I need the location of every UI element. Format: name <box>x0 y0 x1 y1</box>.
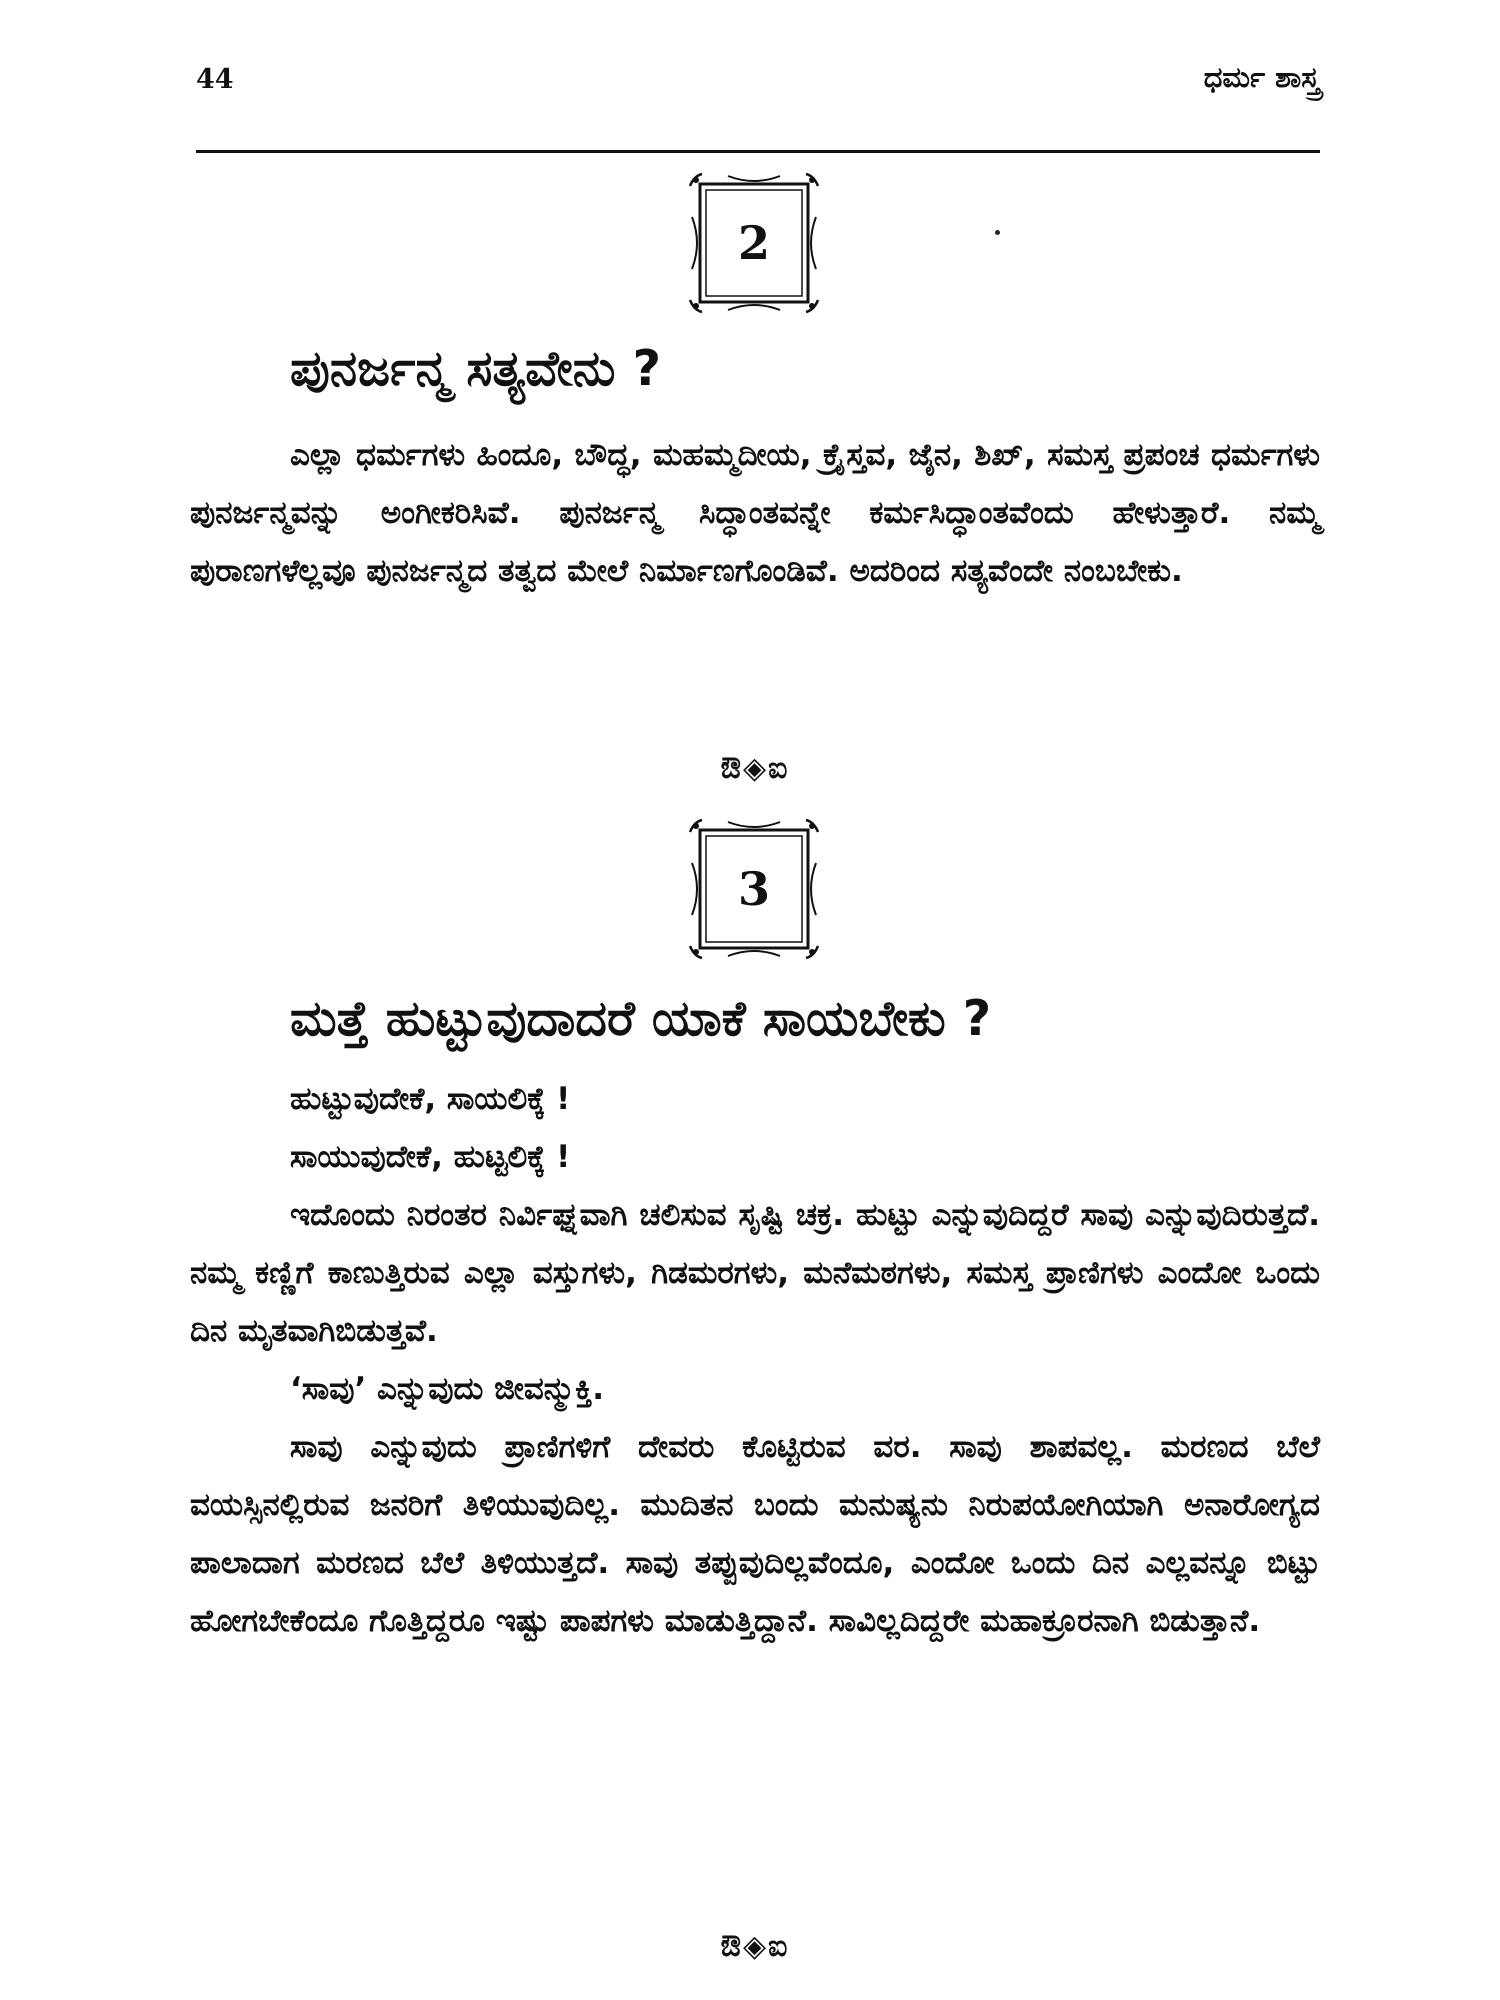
section-divider-ornament: ಔ◈ಐ <box>720 1928 790 1964</box>
paragraph: ‘ಸಾವು’ ಎನ್ನುವುದು ಜೀವನ್ಮುಕ್ತಿ. <box>290 1371 605 1407</box>
chapter-number: 2 <box>737 216 770 270</box>
page-header <box>196 58 1320 108</box>
section-title: ಪುನರ್ಜನ್ಮ ಸತ್ಯವೇನು ? <box>290 340 661 397</box>
section-divider-ornament: ಔ◈ಐ <box>720 750 790 786</box>
print-speck <box>995 230 1000 235</box>
header-rule <box>196 150 1320 153</box>
chapter-number-frame <box>688 818 820 960</box>
paragraph: ಹುಟ್ಟುವುದೇಕೆ, ಸಾಯಲಿಕ್ಕೆ ! <box>290 1081 571 1117</box>
paragraph: ಎಲ್ಲಾ ಧರ್ಮಗಳು ಹಿಂದೂ, ಬೌದ್ಧ, ಮಹಮ್ಮದೀಯ, ಕ್ರೈಸ್ತವ, ಜೈನ, ಶಿಖ್, ಸಮಸ್ತ ಪ್ರಪಂಚ ಧರ್ಮಗಳು ಪುನರ್ಜನ್ಮವನ್ನು ಅಂಗೀಕರಿಸಿವೆ. ಪುನರ್ಜನ್ಮ ಸಿದ್ಧಾಂತವನ್ನೇ ಕರ್ಮಸಿದ್ಧಾಂತವೆಂದು ಹೇಳುತ್ತಾರೆ. ನಮ್ಮ ಪುರಾಣಗಳೆಲ್ಲವೂ ಪುನರ್ಜನ್ಮದ ತತ್ವದ ಮೇಲೆ ನಿರ್ಮಾಣಗೊಂಡಿವೆ. ಅದರಿಂದ ಸತ್ಯವೆಂದೇ ನಂಬಬೇಕು. <box>190 437 1320 589</box>
chapter-number: 3 <box>737 862 770 916</box>
section-title: ಮತ್ತೆ ಹುಟ್ಟುವುದಾದರೆ ಯಾಕೆ ಸಾಯಬೇಕು ? <box>290 990 992 1047</box>
paragraph: ಇದೊಂದು ನಿರಂತರ ನಿರ್ವಿಘ್ನವಾಗಿ ಚಲಿಸುವ ಸೃಷ್ಟಿ ಚಕ್ರ. ಹುಟ್ಟು ಎನ್ನುವುದಿದ್ದರೆ ಸಾವು ಎನ್ನುವುದಿರುತ್ತದೆ. ನಮ್ಮ ಕಣ್ಣಿಗೆ ಕಾಣುತ್ತಿರುವ ಎಲ್ಲಾ ವಸ್ತುಗಳು, ಗಿಡಮರಗಳು, ಮನೆಮಠಗಳು, ಸಮಸ್ತ ಪ್ರಾಣಿಗಳು ಎಂದೋ ಒಂದು ದಿನ ಮೃತವಾಗಿಬಿಡುತ್ತವೆ. <box>190 1197 1320 1349</box>
section-body <box>190 1070 1320 1650</box>
paragraph: ಸಾವು ಎನ್ನುವುದು ಪ್ರಾಣಿಗಳಿಗೆ ದೇವರು ಕೊಟ್ಟಿರುವ ವರ. ಸಾವು ಶಾಪವಲ್ಲ. ಮರಣದ ಬೆಲೆ ವಯಸ್ಸಿನಲ್ಲಿರುವ ಜನರಿಗೆ ತಿಳಿಯುವುದಿಲ್ಲ. ಮುದಿತನ ಬಂದು ಮನುಷ್ಯನು ನಿರುಪಯೋಗಿಯಾಗಿ ಅನಾರೋಗ್ಯದ ಪಾಲಾದಾಗ ಮರಣದ ಬೆಲೆ ತಿಳಿಯುತ್ತದೆ. ಸಾವು ತಪ್ಪುವುದಿಲ್ಲವೆಂದೂ, ಎಂದೋ ಒಂದು ದಿನ ಎಲ್ಲವನ್ನೂ ಬಿಟ್ಟು ಹೋಗಬೇಕೆಂದೂ ಗೊತ್ತಿದ್ದರೂ ಇಷ್ಟು ಪಾಪಗಳು ಮಾಡುತ್ತಿದ್ದಾನೆ. ಸಾವಿಲ್ಲದಿದ್ದರೇ ಮಹಾಕ್ರೂರನಾಗಿ ಬಿಡುತ್ತಾನೆ. <box>190 1429 1320 1639</box>
paragraph: ಸಾಯುವುದೇಕೆ, ಹುಟ್ಟಲಿಕ್ಕೆ ! <box>290 1139 571 1175</box>
running-title: ಧರ್ಮ ಶಾಸ್ತ್ರ <box>1203 60 1320 94</box>
chapter-number-frame <box>688 172 820 314</box>
section-body <box>190 426 1320 600</box>
page-number: 44 <box>196 64 234 95</box>
